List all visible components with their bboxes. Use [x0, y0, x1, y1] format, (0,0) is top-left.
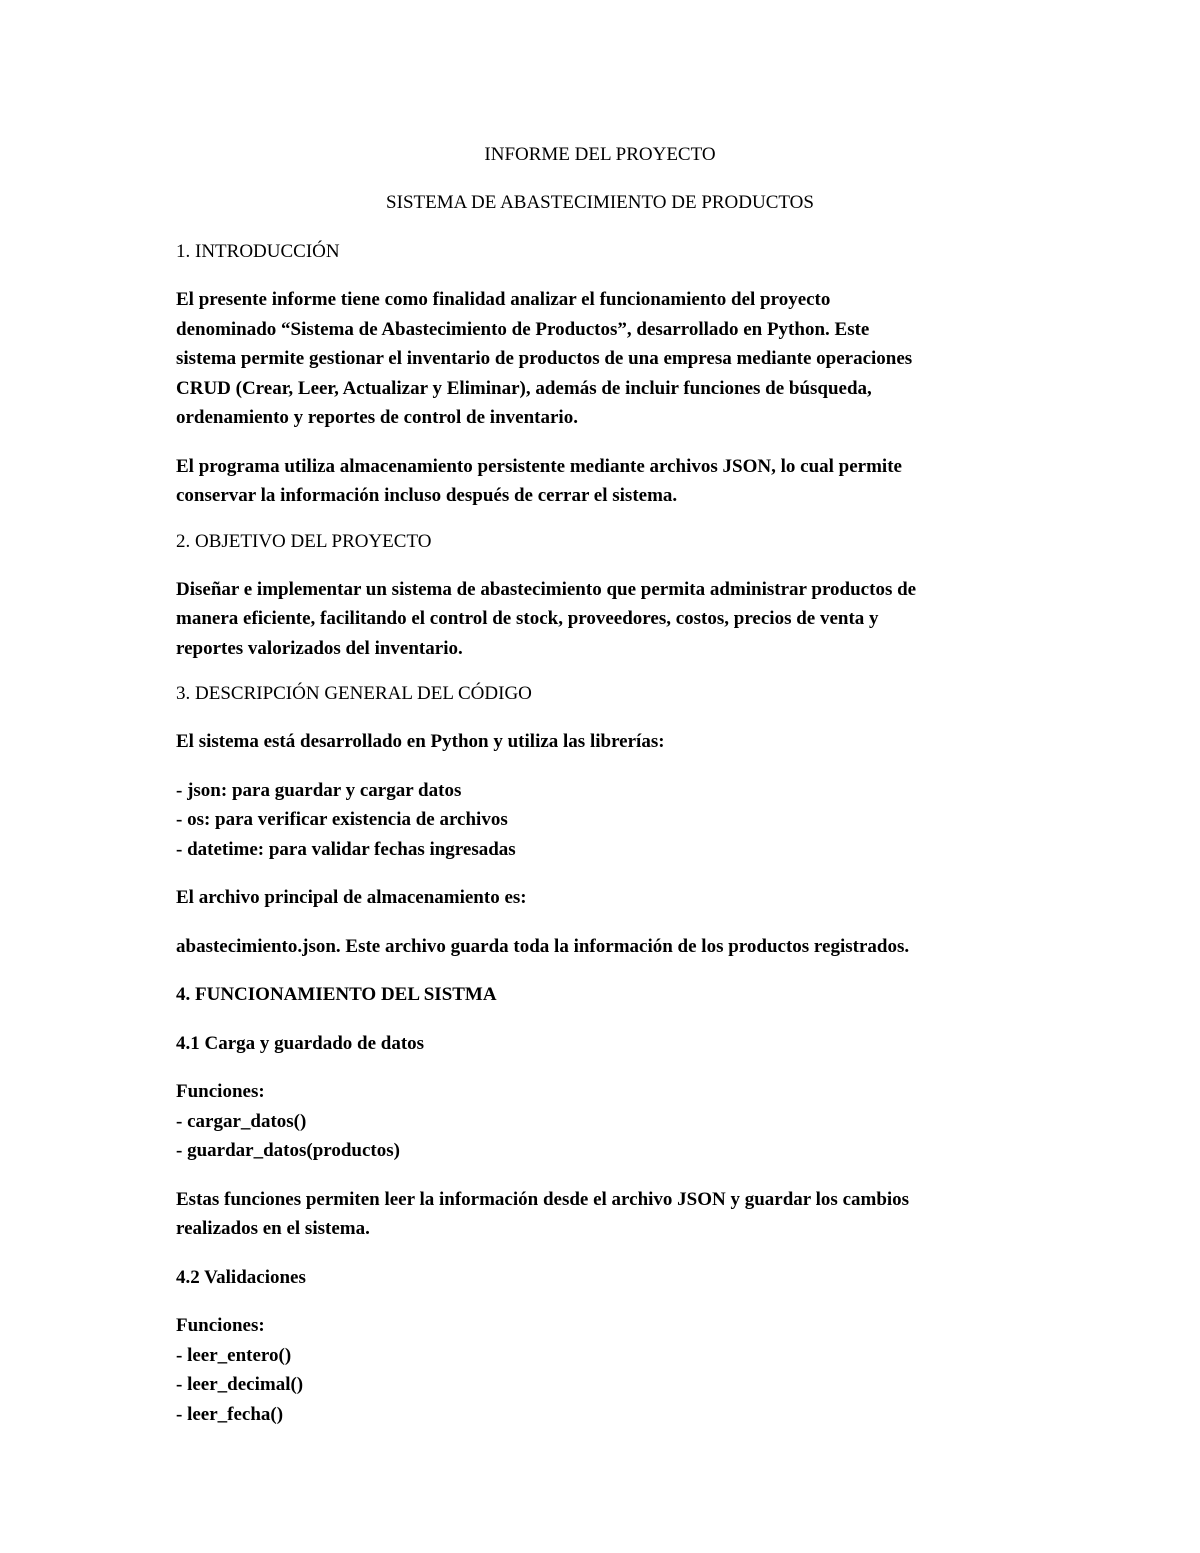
storage-file-description — [176, 932, 1036, 962]
section-3-heading: 3. DESCRIPCIÓN GENERAL DEL CÓDIGO — [176, 683, 532, 704]
text-line: El archivo principal de almacenamiento es: — [176, 887, 527, 908]
text-line: El programa utiliza almacenamiento persistente mediante archivos JSON, lo cual permite — [176, 455, 902, 477]
text-line: El presente informe tiene como finalidad analizar el funcionamiento del proyecto — [176, 289, 831, 310]
list-item: - guardar_datos(productos) — [176, 1140, 400, 1161]
text-line: El sistema está desarrollado en Python y utiliza las librerías: — [176, 731, 665, 752]
section-3-intro — [176, 727, 1036, 757]
library-list — [176, 776, 1036, 865]
list-item: - leer_entero() — [176, 1344, 292, 1366]
list-item: - datetime: para validar fechas ingresadas — [176, 838, 516, 860]
text-line: sistema permite gestionar el inventario de productos de una empresa mediante operaciones — [176, 348, 913, 369]
text-line: 4. FUNCIONAMIENTO DEL SISTMA — [176, 984, 497, 1005]
text-line: abastecimiento.json. Este archivo guarda toda la información de los productos registrados. — [176, 935, 910, 957]
subsection-4-2-functions — [176, 1311, 1036, 1429]
section-1-heading: 1. INTRODUCCIÓN — [176, 241, 340, 262]
section-4-heading — [176, 980, 1036, 1010]
list-item: - os: para verificar existencia de archivos — [176, 809, 508, 830]
subsection-4-1-heading — [176, 1029, 1036, 1059]
text-line: reportes valorizados del inventario. — [176, 637, 463, 659]
list-item: - json: para guardar y cargar datos — [176, 779, 462, 801]
document-title: INFORME DEL PROYECTO — [484, 144, 716, 165]
text-line: 4.2 Validaciones — [176, 1266, 306, 1288]
text-line: manera eficiente, facilitando el control de stock, proveedores, costos, precios de venta y — [176, 608, 879, 629]
list-item: - cargar_datos() — [176, 1110, 307, 1132]
subsection-4-2-heading — [176, 1263, 1036, 1293]
list-item: Funciones: — [176, 1315, 265, 1336]
subsection-4-1-functions — [176, 1077, 1036, 1166]
text-line: realizados en el sistema. — [176, 1218, 370, 1239]
section-2-paragraph-1 — [176, 575, 1036, 664]
storage-file-intro — [176, 883, 1036, 913]
text-line: CRUD (Crear, Leer, Actualizar y Eliminar), además de incluir funciones de búsqueda, — [176, 377, 872, 399]
text-line: denominado “Sistema de Abastecimiento de Productos”, desarrollado en Python. Este — [176, 318, 870, 340]
text-line: Estas funciones permiten leer la información desde el archivo JSON y guardar los cambios — [176, 1188, 910, 1210]
list-item: - leer_decimal() — [176, 1374, 304, 1395]
subsection-4-1-description — [176, 1185, 1036, 1244]
text-line: conservar la información incluso después de cerrar el sistema. — [176, 485, 678, 506]
text-line: 4.1 Carga y guardado de datos — [176, 1032, 425, 1054]
section-1-paragraph-2 — [176, 452, 1036, 511]
text-line: Diseñar e implementar un sistema de abastecimiento que permita administrar productos de — [176, 578, 917, 600]
text-line: ordenamiento y reportes de control de inventario. — [176, 407, 578, 428]
section-2-heading: 2. OBJETIVO DEL PROYECTO — [176, 530, 432, 552]
section-1-paragraph-1 — [176, 285, 1036, 433]
document-subtitle: SISTEMA DE ABASTECIMIENTO DE PRODUCTOS — [386, 192, 814, 213]
list-item: - leer_fecha() — [176, 1403, 284, 1425]
list-item: Funciones: — [176, 1081, 265, 1102]
document-body — [176, 240, 1036, 1429]
